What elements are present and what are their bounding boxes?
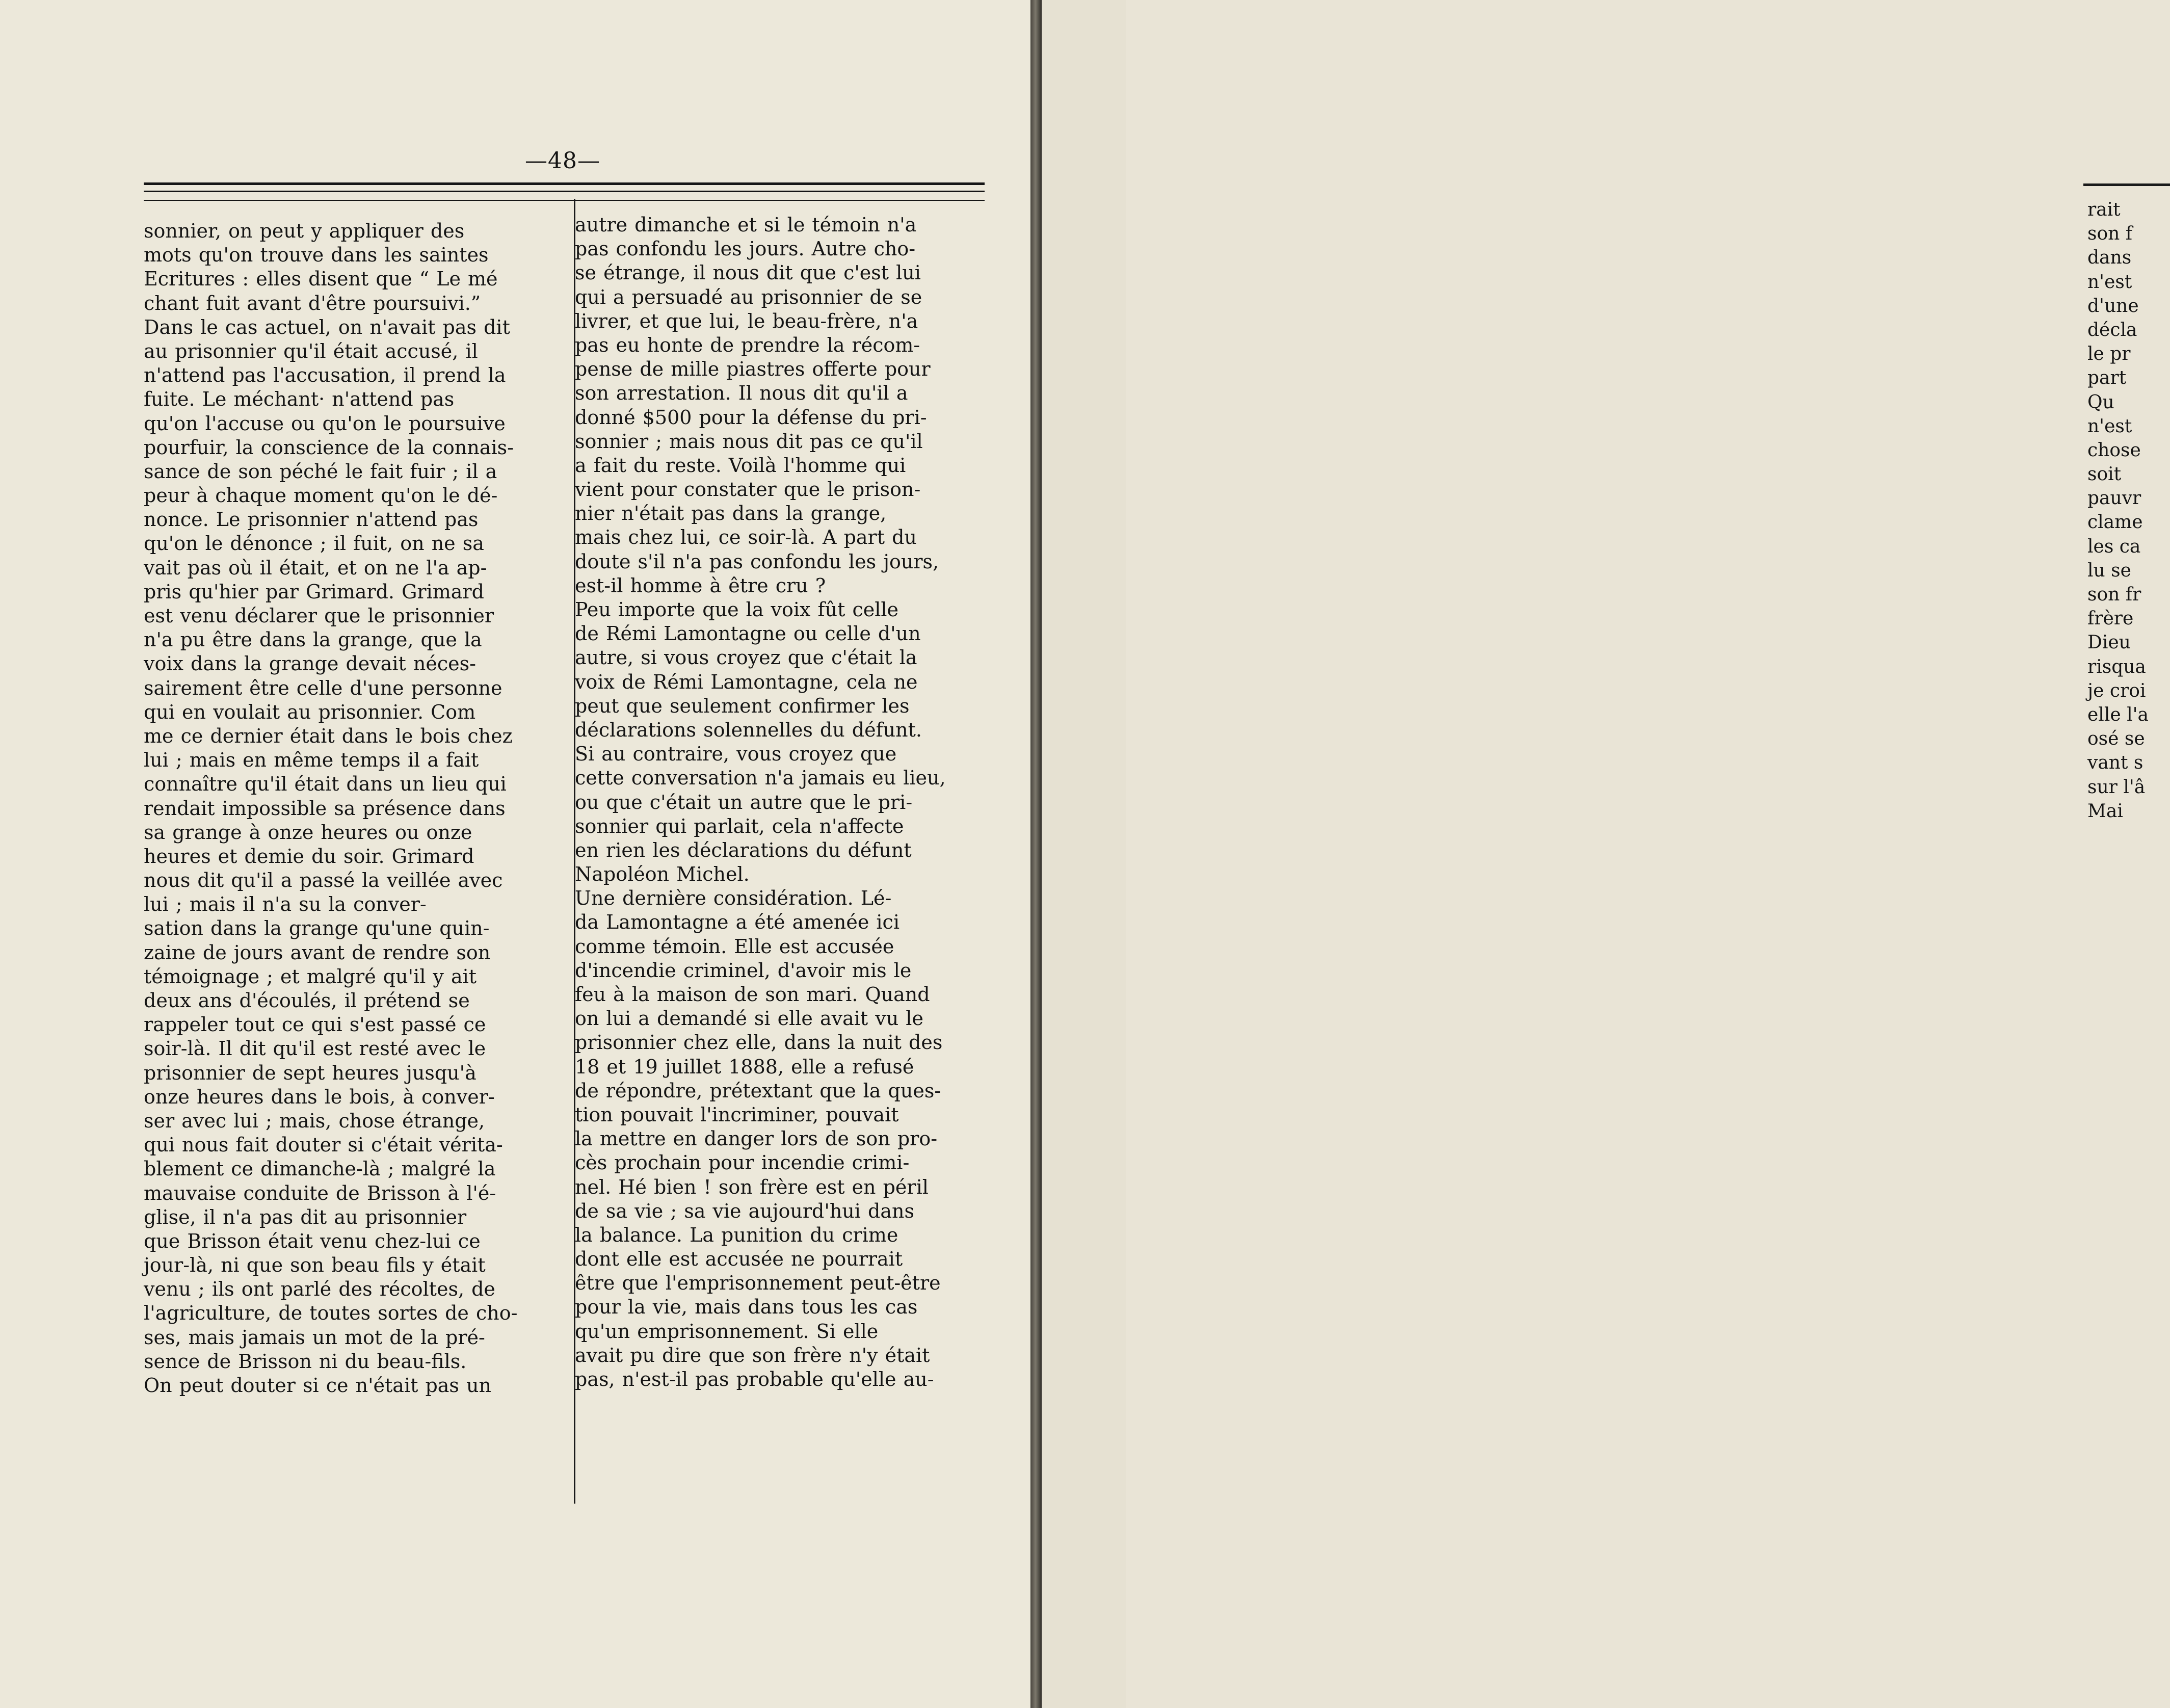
text-line: doute s'il n'a pas confondu les jours, [575,550,939,573]
fragment-line: sur l'â [2087,776,2146,798]
text-line: On peut douter si ce n'était pas un [144,1374,491,1397]
fragment-line: osé se [2087,728,2145,750]
text-line: qu'un emprisonnement. Si elle [575,1320,879,1343]
fragment-line: d'une [2087,295,2139,317]
text-line: a fait du reste. Voilà l'homme qui [575,454,906,477]
text-line: Une dernière considération. Lé- [575,887,892,910]
text-line: voix dans la grange devait néces- [144,652,476,675]
text-line: blement ce dimanche-là ; malgré la [144,1158,496,1180]
text-line: livrer, et que lui, le beau-frère, n'a [575,309,918,332]
text-line: Dans le cas actuel, on n'avait pas dit [144,316,510,338]
text-line: sonnier, on peut y appliquer des [144,220,465,242]
text-line: pas, n'est-il pas probable qu'elle au- [575,1368,934,1390]
fragment-line: elle l'a [2087,704,2149,725]
text-line: feu à la maison de son mari. Quand [575,983,930,1006]
text-line: autre dimanche et si le témoin n'a [575,214,917,236]
text-line: onze heures dans le bois, à conver- [144,1085,495,1108]
text-line: de Rémi Lamontagne ou celle d'un [575,622,921,645]
header-rule-thick [144,182,985,185]
text-line: cès prochain pour incendie crimi- [575,1151,910,1174]
fragment-line: frère [2087,608,2134,629]
text-line: zaine de jours avant de rendre son [144,941,491,964]
text-line: vait pas où il était, et on ne l'a ap- [144,556,487,579]
page-number: —48— [525,148,600,174]
text-line: nous dit qu'il a passé la veillée avec [144,869,503,892]
text-line: qui nous fait douter si c'était vérita- [144,1134,503,1157]
text-line: n'attend pas l'accusation, il prend la [144,364,506,387]
text-line: qui a persuadé au prisonnier de se [575,285,922,308]
text-line: jour-là, ni que son beau fils y était [144,1254,486,1277]
text-line: sonnier ; mais nous dit pas ce qu'il [575,430,923,453]
text-line: Ecritures : elles disent que “ Le mé [144,268,498,291]
text-line: pense de mille piastres offerte pour [575,358,931,381]
fragment-line: chose [2087,439,2141,461]
fragment-line: lu se [2087,560,2131,581]
fragment-line: Qu [2087,391,2114,413]
text-line: vient pour constater que le prison- [575,478,921,501]
text-line: n'a pu être dans la grange, que la [144,628,482,651]
text-line: cette conversation n'a jamais eu lieu, [575,767,946,790]
text-line: qu'on le dénonce ; il fuit, on ne sa [144,532,484,555]
text-line: pour la vie, mais dans tous les cas [575,1296,918,1319]
text-line: de répondre, prétextant que la ques- [575,1079,941,1102]
text-line: qui en voulait au prisonnier. Com [144,700,476,723]
fragment-line: soit [2087,464,2122,485]
text-line: pas confondu les jours. Autre cho- [575,238,916,260]
text-line: au prisonnier qu'il était accusé, il [144,339,478,362]
right-column [575,213,1018,1391]
text-line: prisonnier de sept heures jusqu'à [144,1061,477,1084]
text-line: est-il homme à être cru ? [575,574,826,597]
fragment-line: vant s [2087,752,2143,774]
text-line: venu ; ils ont parlé des récoltes, de [144,1278,495,1301]
text-line: se étrange, il nous dit que c'est lui [575,261,921,284]
text-line: avait pu dire que son frère n'y était [575,1344,930,1367]
fragment-line: part [2087,367,2127,389]
text-line: la mettre en danger lors de son pro- [575,1127,938,1150]
text-line: témoignage ; et malgré qu'il y ait [144,965,477,988]
text-line: voix de Rémi Lamontagne, cela ne [575,670,918,693]
text-line: chant fuit avant d'être poursuivi.” [144,292,481,314]
text-line: nel. Hé bien ! son frère est en péril [575,1175,929,1198]
text-line: sance de son péché le fait fuir ; il a [144,460,497,483]
fragment-line: les ca [2087,536,2141,557]
text-line: d'incendie criminel, d'avoir mis le [575,959,912,982]
text-line: Peu importe que la voix fût celle [575,598,899,621]
fragment-line: n'est [2087,271,2132,293]
text-line: qu'on l'accuse ou qu'on le poursuive [144,412,506,435]
fragment-line: son f [2087,223,2133,245]
text-line: que Brisson était venu chez-lui ce [144,1229,481,1252]
text-line: sonnier qui parlait, cela n'affecte [575,814,904,837]
text-line: ser avec lui ; mais, chose étrange, [144,1109,485,1132]
text-line: de sa vie ; sa vie aujourd'hui dans [575,1199,914,1222]
book-gutter [1030,0,1042,1708]
text-line: mais chez lui, ce soir-là. A part du [575,526,917,549]
text-line: rappeler tout ce qui s'est passé ce [144,1013,486,1036]
text-line: fuite. Le méchant· n'attend pas [144,388,455,411]
text-line: peut que seulement confirmer les [575,694,910,717]
text-line: être que l'emprisonnement peut-être [575,1272,941,1295]
text-line: me ce dernier était dans le bois chez [144,724,513,747]
facing-page-rule [2083,183,2170,186]
text-line: nonce. Le prisonnier n'attend pas [144,508,479,531]
text-line: ou que c'était un autre que le pri- [575,791,913,813]
fragment-line: décla [2087,319,2137,340]
text-line: rendait impossible sa présence dans [144,797,506,820]
fragment-line: Dieu [2087,632,2131,653]
text-line: lui ; mais il n'a su la conver- [144,893,427,916]
text-line: en rien les déclarations du défunt [575,838,912,861]
text-line: lui ; mais en même temps il a fait [144,749,479,772]
fragment-line: Mai [2087,800,2123,822]
fragment-line: le pr [2087,344,2131,365]
text-line: pourfuir, la conscience de la connais- [144,436,514,459]
fragment-line: clame [2087,512,2143,533]
text-line: pris qu'hier par Grimard. Grimard [144,580,484,603]
text-line: l'agriculture, de toutes sortes de cho- [144,1302,518,1325]
fragment-line: risqua [2087,656,2146,677]
fragment-line: rait [2087,199,2121,220]
text-line: comme témoin. Elle est accusée [575,935,894,958]
scanned-page [0,0,1030,1708]
text-line: déclarations solennelles du défunt. [575,718,922,741]
text-line: mots qu'on trouve dans les saintes [144,244,489,267]
text-line: peur à chaque moment qu'on le dé- [144,484,498,507]
left-column [144,219,592,1398]
text-line: la balance. La punition du crime [575,1223,898,1246]
text-line: son arrestation. Il nous dit qu'il a [575,382,908,405]
fragment-line: n'est [2087,415,2132,437]
text-line: on lui a demandé si elle avait vu le [575,1007,923,1030]
text-line: soir-là. Il dit qu'il est resté avec le [144,1037,486,1060]
text-line: sairement être celle d'une personne [144,676,502,699]
text-line: mauvaise conduite de Brisson à l'é- [144,1181,496,1204]
fragment-line: dans [2087,247,2132,269]
text-line: nier n'était pas dans la grange, [575,502,887,525]
text-line: pas eu honte de prendre la récom- [575,333,920,356]
text-line: 18 et 19 juillet 1888, elle a refusé [575,1055,914,1078]
text-line: heures et demie du soir. Grimard [144,845,474,868]
text-line: sa grange à onze heures ou onze [144,821,472,844]
fragment-line: pauvr [2087,488,2141,509]
facing-page-edge [1042,0,2149,1708]
text-line: prisonnier chez elle, dans la nuit des [575,1031,943,1054]
header-rule-thin [144,200,985,201]
fragment-line: son fr [2087,584,2141,605]
text-line: est venu déclarer que le prisonnier [144,605,494,627]
text-line: donné $500 pour la défense du pri- [575,406,927,429]
text-line: Napoléon Michel. [575,863,750,886]
text-line: sation dans la grange qu'une quin- [144,917,490,940]
text-line: ses, mais jamais un mot de la pré- [144,1326,485,1349]
text-line: sence de Brisson ni du beau-fils. [144,1350,467,1373]
text-line: Si au contraire, vous croyez que [575,743,897,766]
text-line: da Lamontagne a été amenée ici [575,911,899,934]
text-line: glise, il n'a pas dit au prisonnier [144,1205,467,1228]
facing-page-text [2087,198,2149,823]
fragment-line: je croi [2087,680,2146,701]
text-line: tion pouvait l'incriminer, pouvait [575,1103,899,1126]
text-line: deux ans d'écoulés, il prétend se [144,989,470,1012]
text-line: connaître qu'il était dans un lieu qui [144,773,507,796]
header-rule-middle [144,191,985,192]
text-line: dont elle est accusée ne pourrait [575,1248,903,1271]
text-line: autre, si vous croyez que c'était la [575,646,917,669]
